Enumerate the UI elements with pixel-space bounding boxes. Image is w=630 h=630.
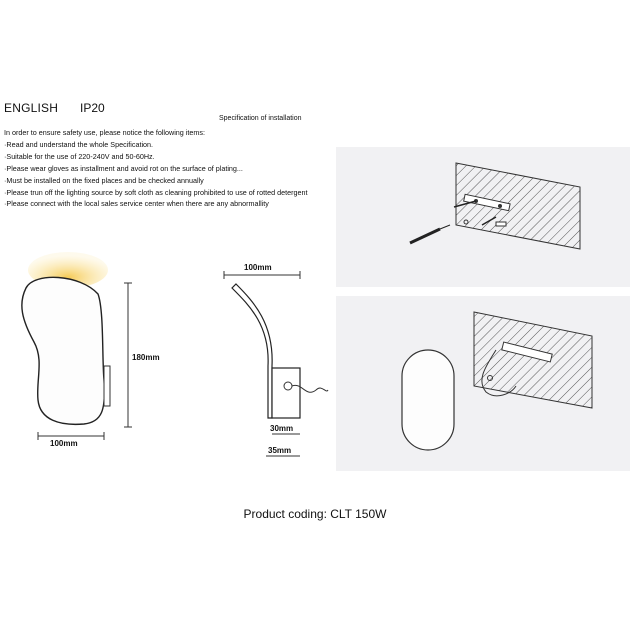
safety-notes-list (4, 127, 308, 210)
install-diagram-bracket (336, 147, 630, 287)
safety-note: ·Please trun off the lighting source by soft cloth as cleaning prohibited to use of rotted detergent (4, 187, 308, 197)
install-diagram-fixture (336, 296, 630, 471)
dimension-side-depth-outer-label: 35mm (268, 446, 292, 455)
dimension-front-width-label: 100mm (50, 439, 78, 448)
ip-rating-label: IP20 (80, 101, 105, 115)
dimension-side-depth-inner-label: 30mm (270, 424, 294, 433)
safety-note: ·Please connect with the local sales service center when there are any abnormallity (4, 199, 269, 209)
safety-note: ·Please wear gloves as installment and avoid rot on the surface of plating... (4, 163, 243, 173)
dimension-height-label: 180mm (132, 353, 160, 362)
safety-note: ·Read and understand the whole Specification. (4, 139, 154, 149)
dimension-side-top-label: 100mm (244, 263, 272, 272)
spec-title: Specification of installation (219, 115, 302, 122)
safety-note: ·Must be installed on the fixed places and be checked annually (4, 175, 204, 185)
language-label: ENGLISH (4, 101, 59, 115)
product-coding: Product coding: CLT 150W (243, 507, 387, 521)
safety-note: ·Suitable for the use of 220-240V and 50-60Hz. (4, 151, 155, 161)
safety-note: In order to ensure safety use, please notice the following items: (4, 128, 205, 137)
